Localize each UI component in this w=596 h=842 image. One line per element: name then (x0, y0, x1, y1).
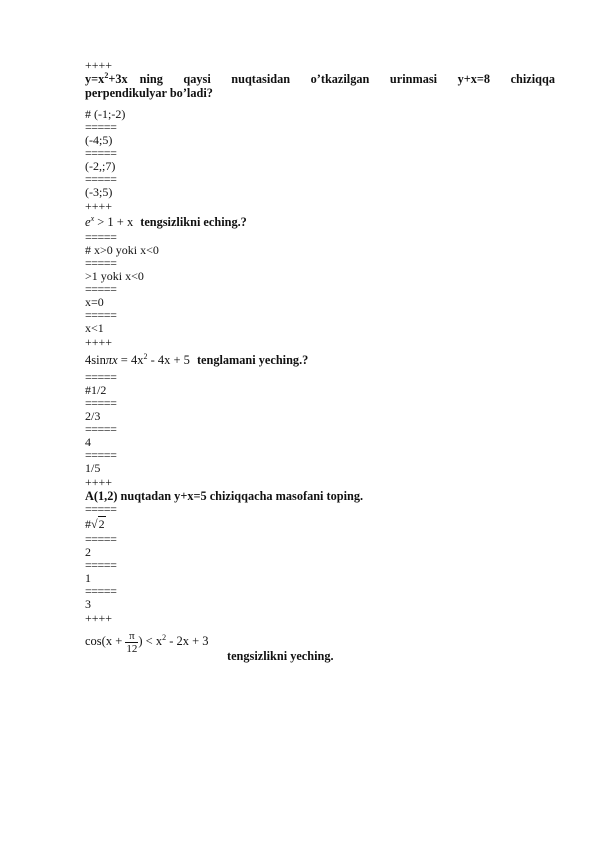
question-2-text: tengsizlikni eching.? (140, 215, 247, 229)
question-2-formula: $e^x > 1 + x$ (85, 214, 134, 229)
separator: ===== (85, 370, 117, 384)
separator: ===== (85, 502, 117, 516)
question-5 (85, 625, 555, 665)
question-3-formula: $4\sin\pi x = 4x^2 - 4x + 5$ (85, 352, 190, 367)
separator: ===== (85, 532, 117, 546)
question-3-text: tenglamani yeching.? (196, 353, 309, 367)
separator: ===== (85, 256, 117, 270)
separator: ===== (85, 230, 117, 244)
separator: ===== (85, 308, 117, 322)
option: 3 (85, 597, 91, 611)
question-marker: ++++ (85, 58, 113, 72)
separator: ===== (85, 172, 117, 186)
option: (-4;5) (85, 133, 113, 147)
option: (-3;5) (85, 185, 113, 199)
question-2 (85, 213, 555, 231)
separator: ===== (85, 558, 117, 572)
question-1-equation: $y=x^2+3x$ (85, 71, 128, 86)
option: x<1 (85, 321, 104, 335)
option: #1/2 (85, 383, 107, 397)
option: >1 yoki x<0 (85, 269, 144, 283)
test-document (85, 58, 555, 665)
sqrt-symbol: √2 (91, 517, 105, 531)
separator: ===== (85, 120, 117, 134)
separator: ===== (85, 146, 117, 160)
separator: ===== (85, 396, 117, 410)
separator: ===== (85, 448, 117, 462)
fraction: $\frac{\pi}{12}$ (126, 629, 138, 655)
option: 1/5 (85, 461, 101, 475)
question-1-line1 (85, 72, 555, 86)
option: 1 (85, 571, 91, 585)
question-4-text: A(1,2) nuqtadan y+x=5 chiziqqacha masofani toping. (85, 489, 364, 503)
option: x=0 (85, 295, 104, 309)
option: # (-1;-2) (85, 107, 126, 121)
question-marker: ++++ (85, 335, 113, 349)
separator: ===== (85, 422, 117, 436)
option: (-2,;7) (85, 159, 116, 173)
option: 2/3 (85, 409, 101, 423)
option: 4 (85, 435, 91, 449)
question-marker: ++++ (85, 475, 113, 489)
separator: ===== (85, 584, 117, 598)
question-5-text: tengsizlikni yeching. (227, 649, 334, 663)
question-1-line2: perpendikulyar bo’ladi? (85, 86, 213, 100)
option: 2 (85, 545, 91, 559)
option: #√2 (85, 517, 105, 531)
question-marker: ++++ (85, 199, 113, 213)
option: # x>0 yoki x<0 (85, 243, 159, 257)
separator: ===== (85, 282, 117, 296)
question-marker: ++++ (85, 611, 113, 625)
question-5-formula: cos(x + $\frac{\pi}{12}$ ) < $x^2 - 2x + 3$ (85, 629, 209, 655)
question-1-text: ning qaysi nuqtasidan o’tkazilgan urinmasi y+x=8 chiziqqa (139, 72, 555, 86)
question-3 (85, 349, 555, 371)
